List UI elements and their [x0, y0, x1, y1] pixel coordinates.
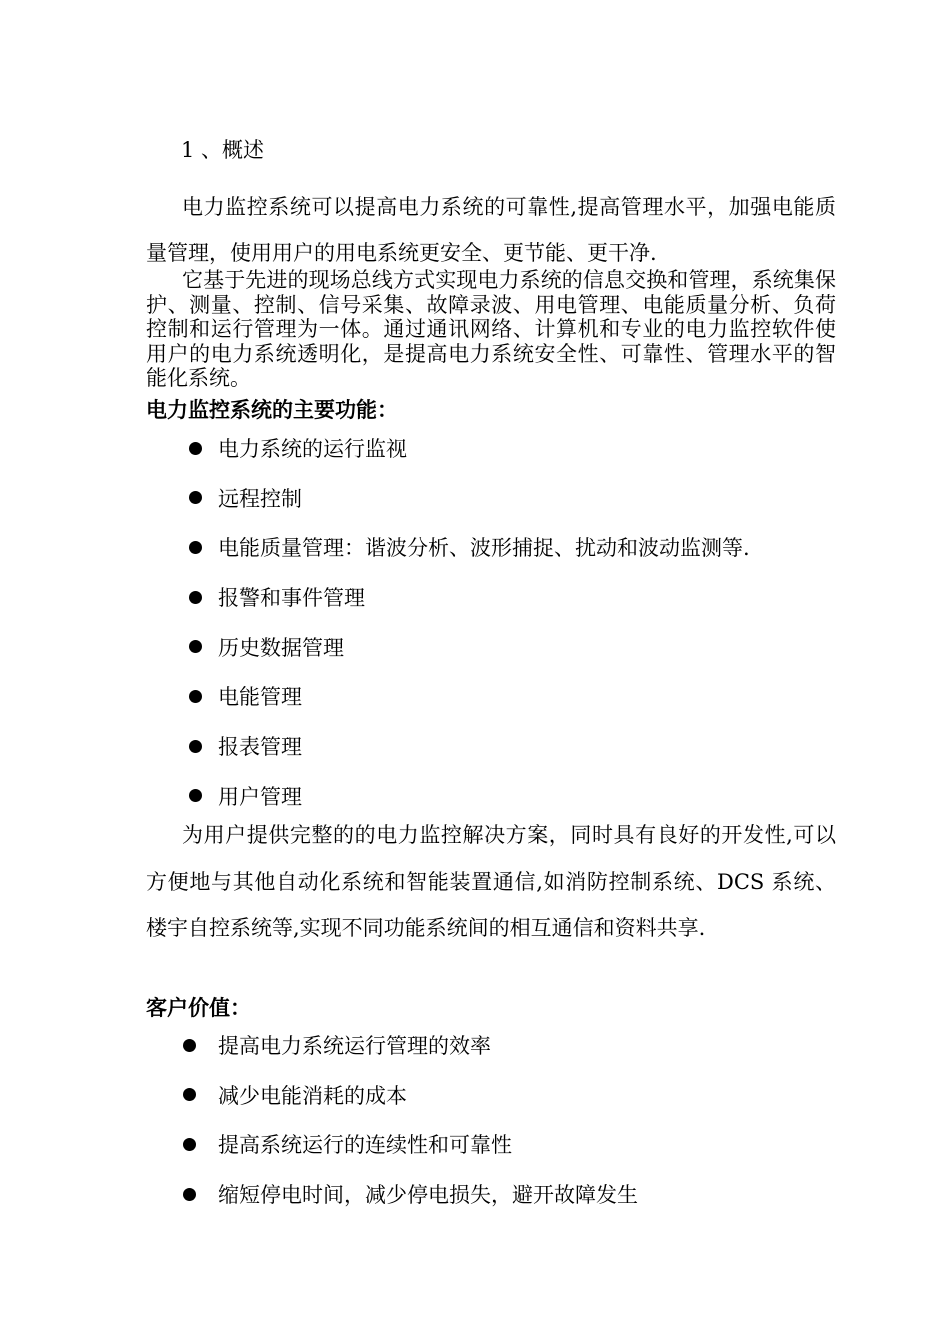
bullet-icon: [183, 1088, 196, 1101]
list-item: [185, 483, 865, 513]
intro-paragraph-1: 电力监控系统可以提高电力系统的可靠性,提高管理水平，加强电能质量管理，使用用户的用电系统更安全、更节能、更干净.: [146, 195, 836, 265]
list-item: [185, 582, 865, 612]
value-section-title: 客户价值：: [146, 995, 251, 1020]
list-item-text: 电能质量管理：谐波分析、波形捕捉、扰动和波动监测等.: [218, 536, 750, 561]
list-item: [185, 681, 865, 711]
bullet-icon: [189, 591, 202, 604]
list-item: [180, 1080, 860, 1110]
list-item: [185, 632, 865, 662]
intro-paragraph-2: 它基于先进的现场总线方式实现电力系统的信息交换和管理，系统集保护、测量、控制、信号采集、故障录波、用电管理、电能质量分析、负荷控制和运行管理为一体。通过通讯网络、计算机和专业的电力监控软件使用户的电力系统透明化，是提高电力系统安全性、可靠性、管理水平的智能化系统。: [146, 268, 836, 390]
bullet-icon: [189, 690, 202, 703]
list-item: [180, 1179, 860, 1209]
list-item: [185, 433, 865, 463]
list-item-text: 提高电力系统运行管理的效率: [218, 1034, 491, 1058]
bullet-icon: [189, 541, 202, 554]
functions-section-title: 电力监控系统的主要功能：: [146, 397, 398, 422]
bullet-icon: [183, 1039, 196, 1052]
bullet-icon: [183, 1138, 196, 1151]
bullet-icon: [189, 491, 202, 504]
bullet-icon: [189, 789, 202, 802]
bullet-icon: [189, 740, 202, 753]
list-item-text: 缩短停电时间，减少停电损失，避开故障发生: [218, 1183, 638, 1208]
list-item-text: 报表管理: [218, 735, 302, 760]
bullet-icon: [189, 640, 202, 653]
list-item-text: 报警和事件管理: [218, 586, 365, 611]
list-item-text: 远程控制: [218, 486, 302, 511]
list-item-text: 提高系统运行的连续性和可靠性: [218, 1133, 512, 1158]
list-item-text: 历史数据管理: [218, 635, 344, 660]
list-item: [180, 1129, 860, 1159]
value-list: [180, 1030, 860, 1229]
bullet-icon: [183, 1188, 196, 1201]
list-item-text: 电能管理: [218, 685, 302, 710]
list-item: [185, 781, 865, 811]
section-heading-overview: 1 、概述: [181, 138, 265, 162]
list-item-text: 用户管理: [218, 784, 302, 809]
list-item: [185, 731, 865, 761]
list-item-text: 减少电能消耗的成本: [218, 1083, 407, 1108]
list-item: [180, 1030, 860, 1060]
list-item: [185, 532, 865, 562]
functions-list: [185, 433, 865, 831]
list-item-text: 电力系统的运行监视: [218, 437, 407, 461]
solution-paragraph: 为用户提供完整的的电力监控解决方案，同时具有良好的开发性,可以方便地与其他自动化系统和智能装置通信,如消防控制系统、DCS 系统、楼宇自控系统等,实现不同功能系统间的相互通信和资料共享.: [146, 823, 836, 940]
bullet-icon: [189, 442, 202, 455]
